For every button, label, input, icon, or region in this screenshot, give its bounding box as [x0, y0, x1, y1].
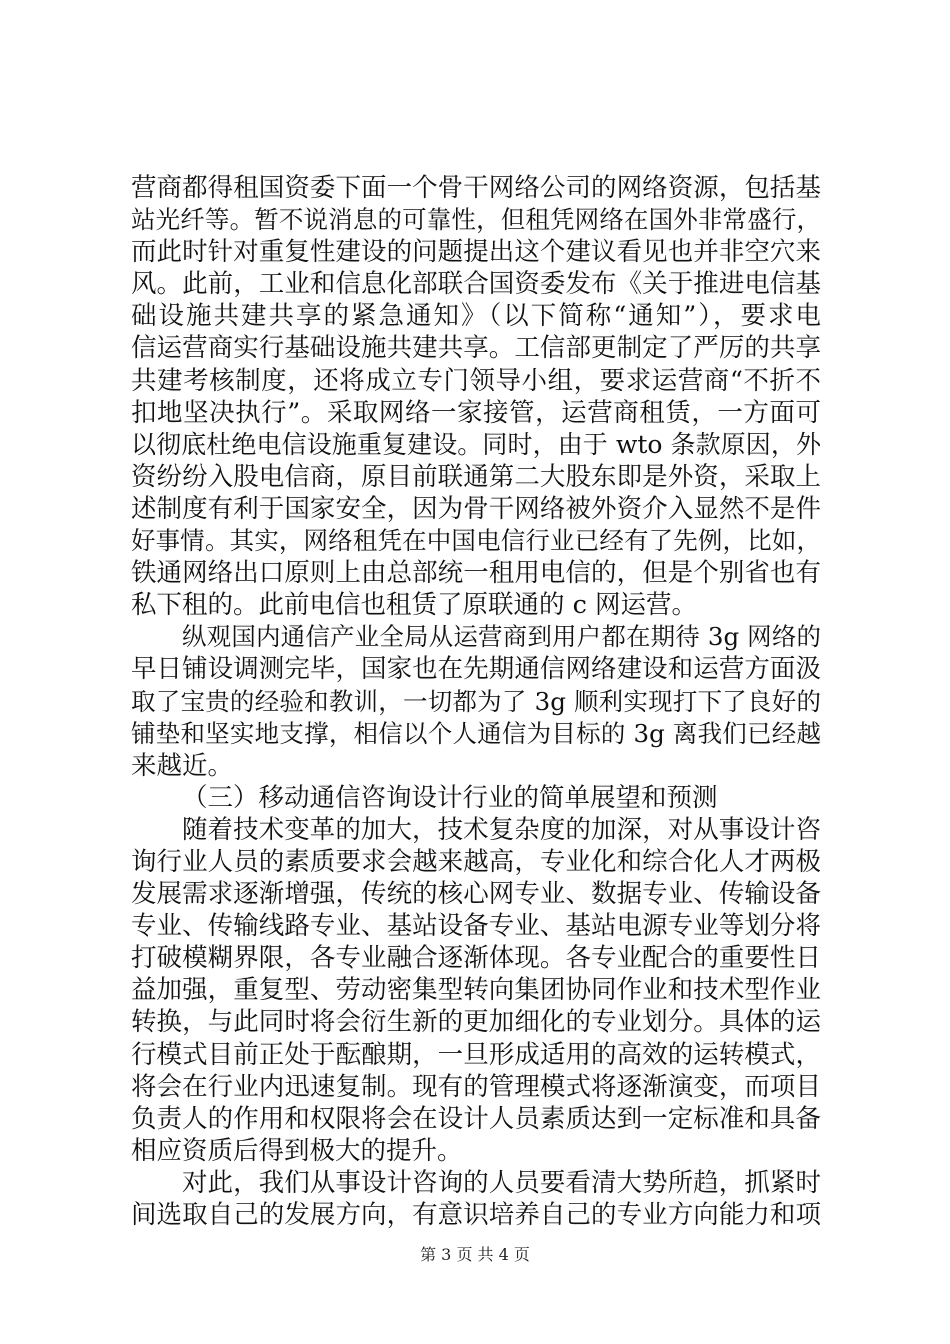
text-line: 对此，我们从事设计咨询的人员要看清大势所趋，抓紧时 [182, 1167, 821, 1198]
text-line: 发展需求逐渐增强，传统的核心网专业、数据专业、传输设备 [131, 879, 821, 910]
text-line: 而此时针对重复性建设的问题提出这个建议看见也并非空穴来 [131, 237, 821, 268]
text-line: 负责人的作用和权限将会在设计人员素质达到一定标准和具备 [131, 1103, 821, 1134]
text-line: 相应资质后得到极大的提升。 [131, 1135, 463, 1166]
text-line: 共建考核制度，还将成立专门领导小组，要求运营商“不折不 [131, 365, 821, 396]
text-line: 础设施共建共享的紧急通知》（以下简称“通知”），要求电 [131, 301, 821, 332]
text-line: 扣地坚决执行”。采取网络一家接管，运营商租赁，一方面可 [131, 397, 821, 428]
text-line: 转换，与此同时将会衍生新的更加细化的专业划分。具体的运 [131, 1007, 821, 1038]
text-line: 站光纤等。暂不说消息的可靠性，但租凭网络在国外非常盛行， [131, 205, 821, 235]
text-line: 专业、传输线路专业、基站设备专业、基站电源专业等划分将 [131, 911, 821, 942]
text-line: 来越近。 [131, 750, 234, 781]
text-line: 早日铺设调测完毕，国家也在先期通信网络建设和运营方面汲 [131, 654, 821, 685]
text-line: 益加强，重复型、劳动密集型转向集团协同作业和技术型作业 [131, 975, 821, 1006]
text-line: 铺垫和坚实地支撑，相信以个人通信为目标的 3g 离我们已经越 [131, 718, 821, 748]
text-line: 述制度有利于国家安全，因为骨干网络被外资介入显然不是件 [131, 493, 821, 524]
text-line: （三）移动通信咨询设计行业的简单展望和预测 [182, 782, 718, 813]
text-line: 打破模糊界限，各专业融合逐渐体现。各专业配合的重要性日 [131, 943, 821, 974]
text-line: 资纷纷入股电信商，原目前联通第二大股东即是外资，采取上 [131, 461, 821, 492]
body-text [131, 172, 821, 1231]
text-line: 铁通网络出口原则上由总部统一租用电信的，但是个别省也有 [131, 558, 821, 589]
text-line: 纵观国内通信产业全局从运营商到用户都在期待 3g 网络的 [182, 622, 821, 652]
text-line: 取了宝贵的经验和教训，一切都为了 3g 顺利实现打下了良好的 [131, 686, 821, 716]
text-line: 信运营商实行基础设施共建共享。工信部更制定了严厉的共享 [131, 333, 821, 364]
text-line: 营商都得租国资委下面一个骨干网络公司的网络资源，包括基 [131, 173, 821, 203]
text-line: 以彻底杜绝电信设施重复建设。同时，由于 wto 条款原因，外 [131, 429, 821, 459]
text-line: 私下租的。此前电信也租赁了原联通的 c 网运营。 [131, 590, 697, 621]
text-line: 询行业人员的素质要求会越来越高，专业化和综合化人才两极 [131, 846, 821, 877]
text-line: 间选取自己的发展方向，有意识培养自己的专业方向能力和项 [131, 1200, 821, 1230]
text-line: 随着技术变革的加大，技术复杂度的加深，对从事设计咨 [182, 814, 821, 845]
text-line: 风。此前，工业和信息化部联合国资委发布《关于推进电信基 [131, 269, 821, 300]
page-number-footer: 第 3 页 共 4 页 [420, 1245, 530, 1264]
text-line: 行模式目前正处于酝酿期，一旦形成适用的高效的运转模式， [131, 1039, 821, 1070]
text-line: 好事情。其实，网络租凭在中国电信行业已经有了先例，比如， [131, 526, 821, 556]
text-line: 将会在行业内迅速复制。现有的管理模式将逐渐演变，而项目 [131, 1071, 821, 1102]
